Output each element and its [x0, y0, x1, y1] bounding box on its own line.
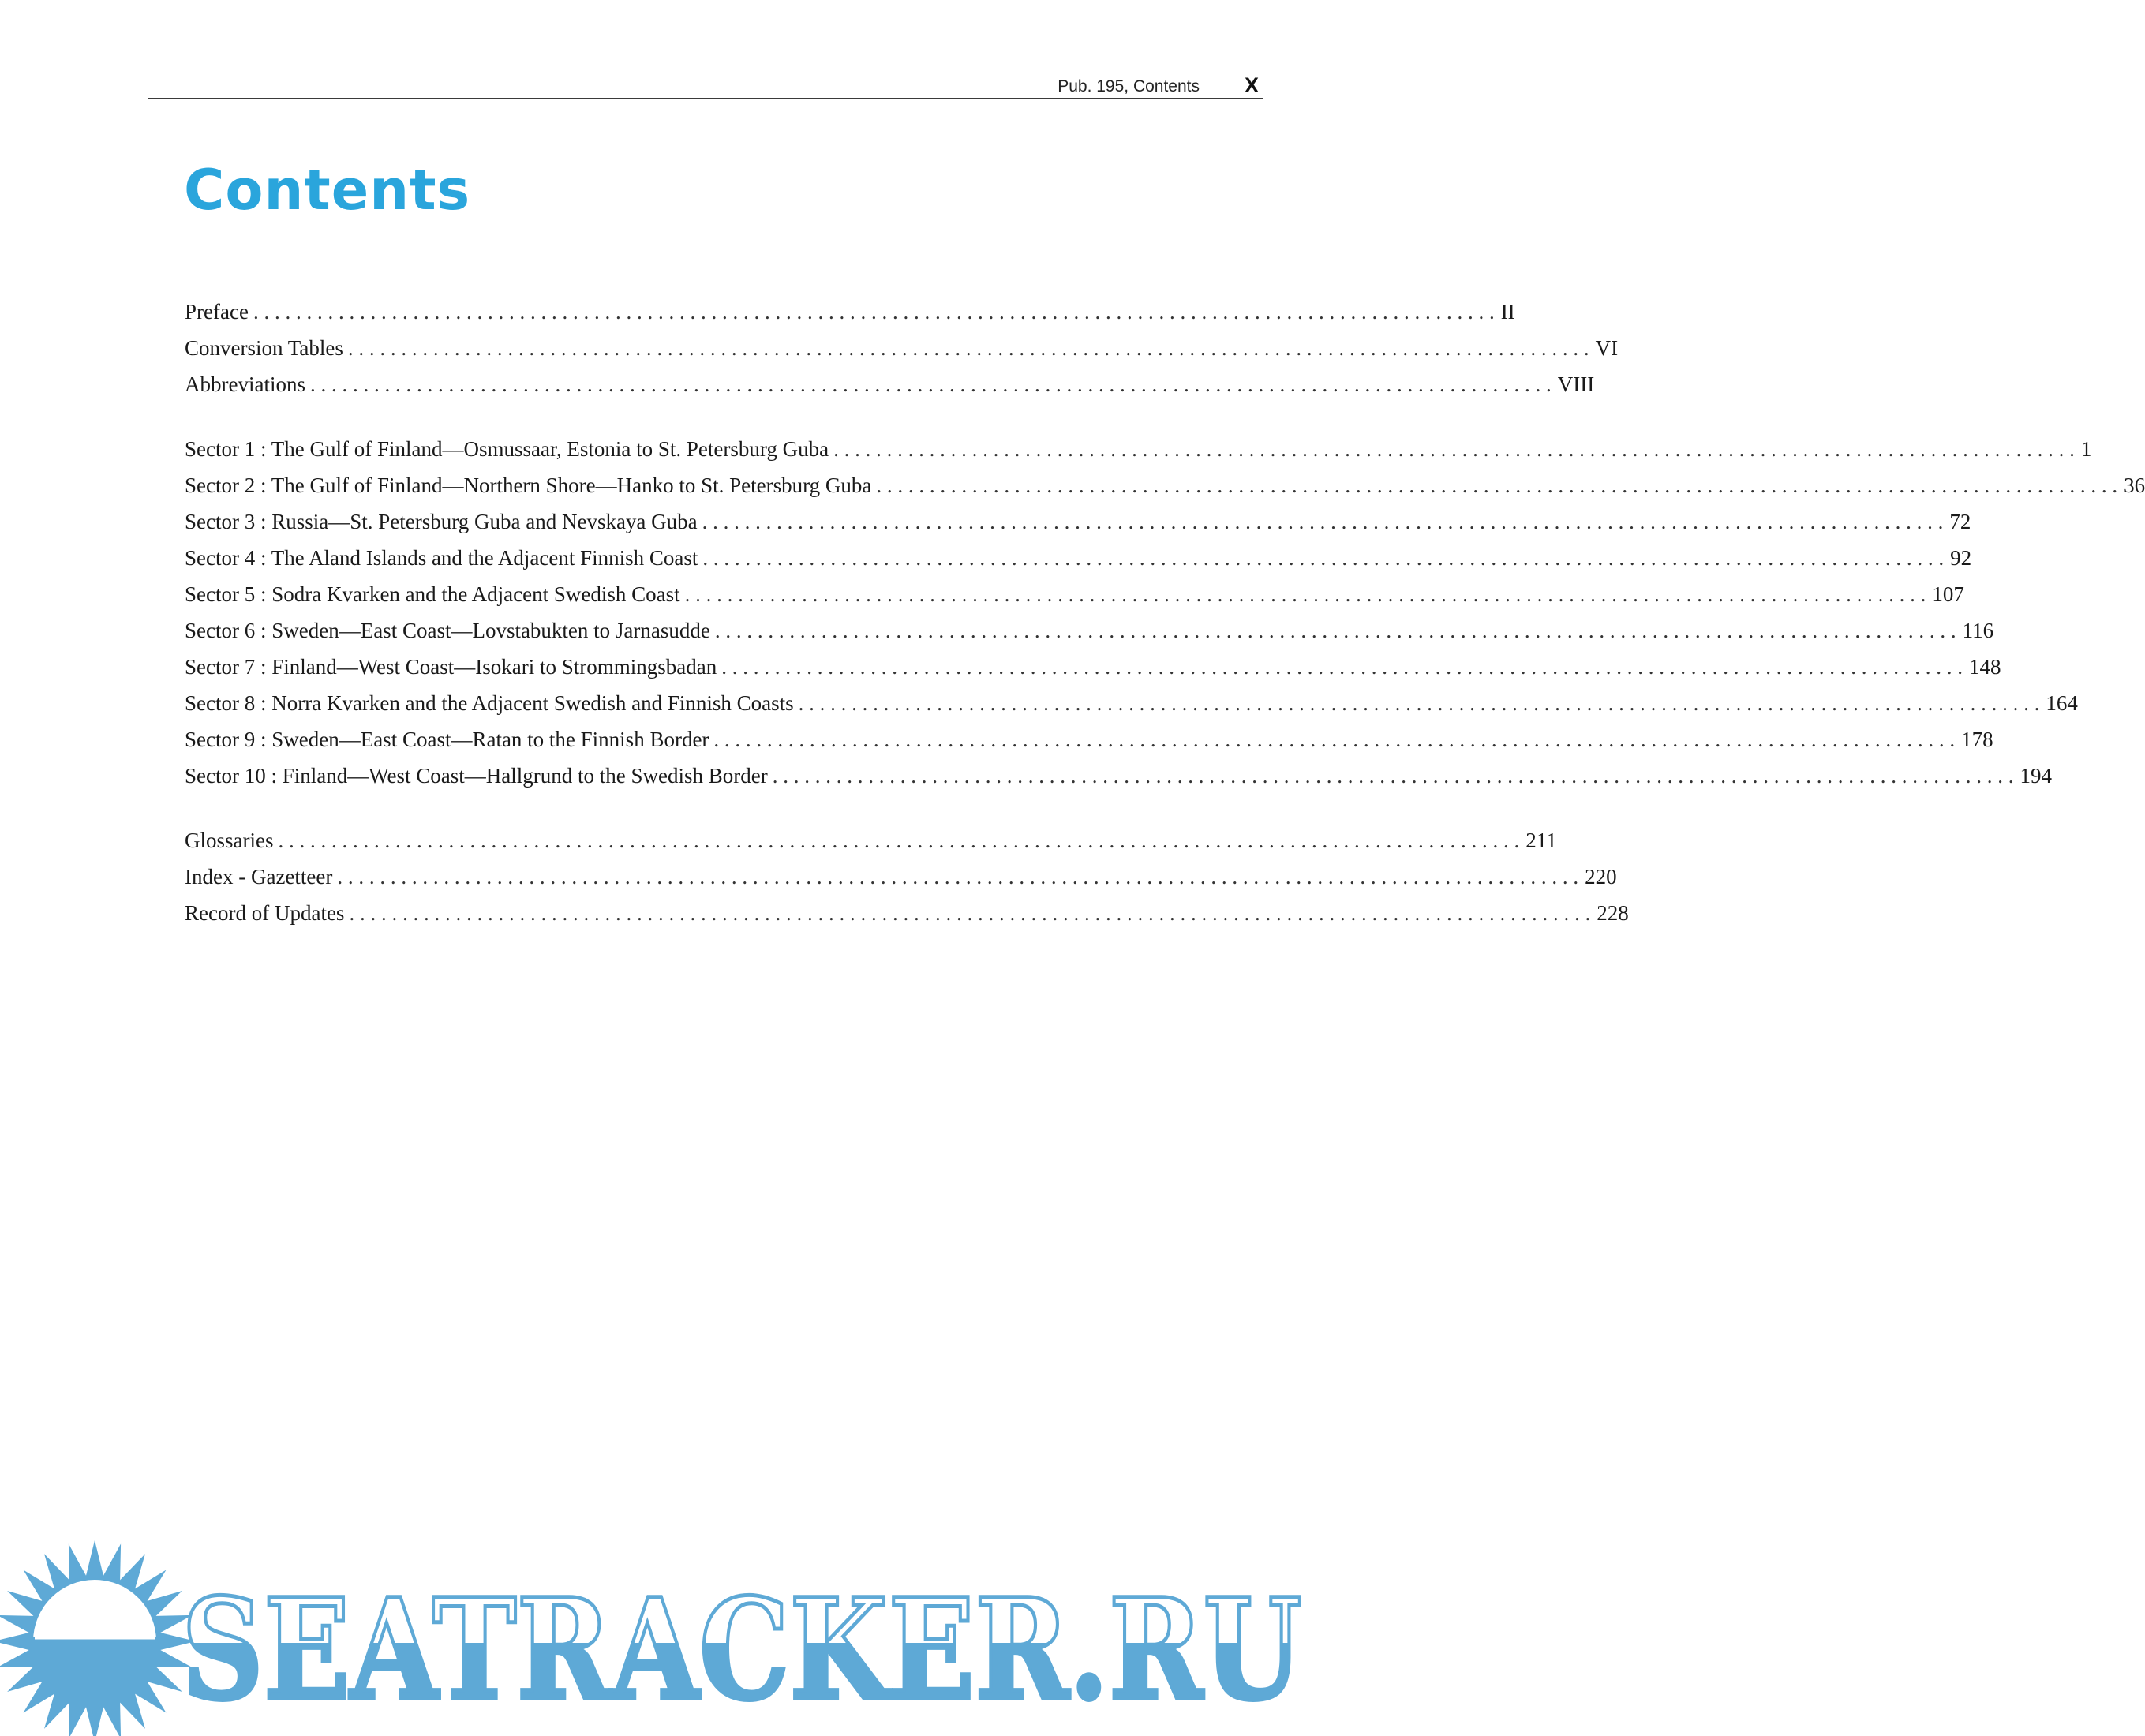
toc-entry-page: 1	[2080, 437, 2092, 461]
dot-leader	[715, 612, 1956, 649]
seatracker-watermark	[0, 1531, 1342, 1736]
toc-entry-page: 211	[1525, 829, 1557, 852]
toc-entry-page: 107	[1932, 582, 1964, 606]
toc-entry-label: Index - Gazetteer	[185, 865, 333, 889]
toc-entry-label: Sector 2 : The Gulf of Finland—Northern Shore—Hanko to St. Petersburg Guba	[185, 473, 872, 497]
toc-entry-page: 228	[1597, 901, 1629, 925]
toc-entry[interactable]	[185, 612, 1994, 649]
toc-entry-page: VI	[1595, 336, 1619, 360]
toc-entry-label: Sector 6 : Sweden—East Coast—Lovstabukten to Jarnasudde	[185, 619, 710, 642]
toc-entry-label: Sector 4 : The Aland Islands and the Adjacent Finnish Coast	[185, 546, 698, 570]
toc-entry[interactable]	[185, 431, 2092, 467]
dot-leader	[278, 822, 1519, 859]
toc-entry-page: 164	[2046, 691, 2078, 715]
watermark-text: SEATRACKER.RU	[182, 1568, 1302, 1731]
dot-leader	[253, 294, 1495, 330]
toc-entry-label: Conversion Tables	[185, 336, 343, 360]
toc-entry-page: 72	[1949, 510, 1971, 533]
toc-entry-page: 92	[1950, 546, 1972, 570]
toc-entry-label: Sector 3 : Russia—St. Petersburg Guba and Nevskaya Guba	[185, 510, 698, 533]
toc-entry-page: 178	[1961, 728, 1993, 751]
toc-entry[interactable]	[185, 649, 2001, 685]
dot-leader	[702, 503, 1944, 540]
dot-leader	[310, 366, 1552, 402]
toc-entry[interactable]	[185, 540, 1972, 576]
toc-entry[interactable]	[185, 859, 1617, 895]
toc-entry[interactable]	[185, 503, 1971, 540]
dot-leader	[721, 649, 1963, 685]
toc-entry-page: II	[1500, 300, 1515, 324]
running-header	[148, 68, 1263, 99]
dot-leader	[833, 431, 2075, 467]
toc-entry[interactable]	[185, 685, 2078, 721]
toc-entry[interactable]	[185, 576, 1964, 612]
dot-leader	[349, 895, 1590, 931]
dot-leader	[773, 758, 2014, 794]
toc-sectors	[185, 431, 2145, 794]
toc-entry[interactable]	[185, 758, 2052, 794]
toc-entry-label: Sector 9 : Sweden—East Coast—Ratan to the Finnish Border	[185, 728, 709, 751]
toc-entry-label: Sector 7 : Finland—West Coast—Isokari to Strommingsbadan	[185, 655, 717, 679]
toc-entry-page: 116	[1962, 619, 1994, 642]
dot-leader	[702, 540, 1944, 576]
toc-back-matter	[185, 822, 1629, 931]
toc-front-matter	[185, 294, 1619, 402]
dot-leader	[685, 576, 1926, 612]
toc-entry-label: Record of Updates	[185, 901, 345, 925]
toc-entry-page: 36	[2124, 473, 2145, 497]
toc-entry-label: Sector 8 : Norra Kvarken and the Adjacent Swedish and Finnish Coasts	[185, 691, 794, 715]
toc-entry[interactable]	[185, 330, 1619, 366]
toc-entry-label: Glossaries	[185, 829, 274, 852]
dot-leader	[337, 859, 1578, 895]
toc-entry-label: Abbreviations	[185, 372, 305, 396]
table-of-contents	[185, 294, 2145, 931]
toc-entry-label: Sector 10 : Finland—West Coast—Hallgrund to the Swedish Border	[185, 764, 768, 788]
toc-entry-page: 220	[1585, 865, 1617, 889]
toc-entry-label: Sector 1 : The Gulf of Finland—Osmussaar, Estonia to St. Petersburg Guba	[185, 437, 829, 461]
toc-entry-page: VIII	[1557, 372, 1595, 396]
toc-entry[interactable]	[185, 467, 2145, 503]
toc-entry-label: Sector 5 : Sodra Kvarken and the Adjacent Swedish Coast	[185, 582, 680, 606]
toc-entry[interactable]	[185, 895, 1629, 931]
page-number: X	[1244, 73, 1259, 97]
sun-logo-icon	[0, 1540, 196, 1736]
dot-leader	[713, 721, 1955, 758]
toc-entry[interactable]	[185, 366, 1595, 402]
dot-leader	[348, 330, 1589, 366]
toc-entry-page: 194	[2020, 764, 2052, 788]
toc-entry-page: 148	[1969, 655, 2001, 679]
toc-entry[interactable]	[185, 294, 1515, 330]
dot-leader	[799, 685, 2040, 721]
toc-entry[interactable]	[185, 822, 1557, 859]
toc-entry-label: Preface	[185, 300, 249, 324]
publication-label: Pub. 195, Contents	[1058, 77, 1200, 95]
dot-leader	[876, 467, 2117, 503]
page-title: Contents	[184, 158, 471, 223]
toc-entry[interactable]	[185, 721, 1993, 758]
